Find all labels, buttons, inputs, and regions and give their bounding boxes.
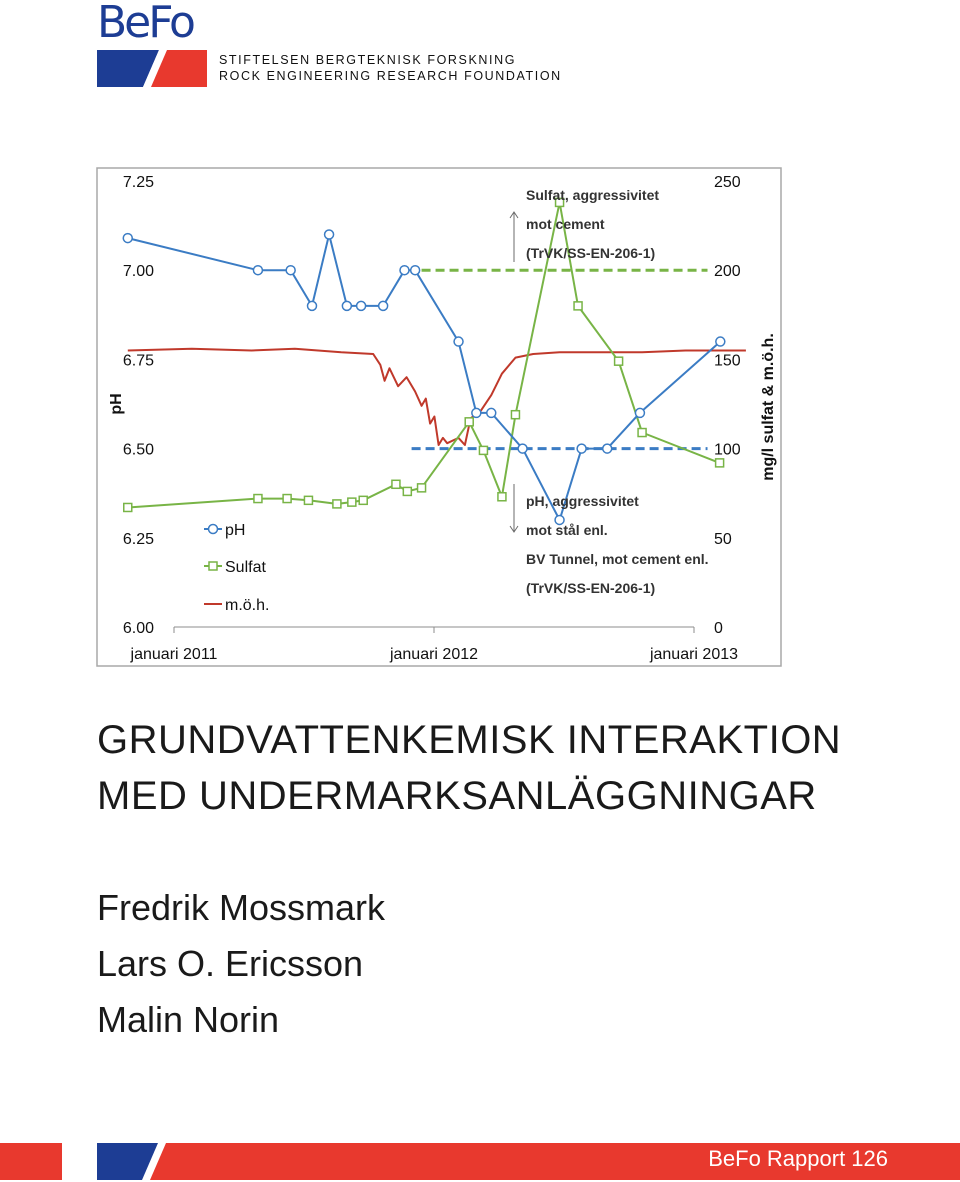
ph-point [603, 444, 612, 453]
ph-point [518, 444, 527, 453]
ph-point [342, 301, 351, 310]
annotation-text: Sulfat, aggressivitet [526, 187, 660, 203]
ph-point [472, 408, 481, 417]
annotation-text: (TrVK/SS-EN-206-1) [526, 245, 656, 261]
ph-sulfat-chart [96, 167, 782, 667]
author-name: Fredrik Mossmark [97, 887, 386, 928]
x-tick-label: januari 2012 [389, 646, 479, 663]
sulfat-point [348, 498, 356, 506]
y-left-axis-title: pH [108, 393, 125, 415]
legend-label: Sulfat [225, 559, 266, 576]
ph-point [357, 301, 366, 310]
x-tick-label: januari 2013 [649, 646, 739, 663]
befo-logo [97, 0, 562, 92]
logo-flag-bar [97, 50, 207, 87]
annotation-text: pH, aggressivitet [526, 493, 639, 509]
sulfat-point [615, 357, 623, 365]
ph-point [635, 408, 644, 417]
ph-point [400, 266, 409, 275]
logo-english-name: ROCK ENGINEERING RESEARCH FOUNDATION [219, 69, 562, 83]
ph-point [411, 266, 420, 275]
sulfat-point [359, 496, 367, 504]
y-right-tick-label: 50 [714, 530, 732, 548]
sulfat-point [716, 459, 724, 467]
sulfat-point [574, 302, 582, 310]
sulfat-point [511, 411, 519, 419]
y-right-tick-label: 100 [714, 441, 741, 459]
sulfat-point [418, 484, 426, 492]
ph-point [379, 301, 388, 310]
sulfat-point [254, 495, 262, 503]
x-tick-label: januari 2011 [130, 646, 218, 663]
y-left-tick-label: 6.00 [122, 620, 154, 637]
annotation-text: mot stål enl. [526, 522, 608, 538]
ph-point [454, 337, 463, 346]
annotation-text: mot cement [526, 216, 605, 232]
logo-wordmark: BeFo [97, 0, 193, 48]
author-name: Lars O. Ericsson [97, 943, 364, 984]
sulfat-point [304, 496, 312, 504]
author-list [97, 880, 385, 1048]
ph-point [308, 301, 317, 310]
sulfat-point [479, 446, 487, 454]
legend-label: m.ö.h. [225, 597, 270, 614]
sulfat-point [392, 480, 400, 488]
sulfat-point [124, 503, 132, 511]
title-line-2: MED UNDERMARKSANLÄGGNINGAR [97, 774, 817, 818]
author-name: Malin Norin [97, 999, 280, 1040]
y-left-tick-label: 6.75 [122, 352, 154, 370]
series-line [128, 235, 721, 521]
sulfat-point [465, 418, 473, 426]
y-right-tick-label: 200 [714, 263, 741, 281]
legend-swatch-marker [209, 562, 217, 570]
report-title [97, 712, 841, 824]
legend-label: pH [225, 522, 246, 539]
y-right-axis-title: mg/l sulfat & m.ö.h. [760, 333, 777, 481]
chart-frame [97, 168, 781, 666]
ph-point [253, 266, 262, 275]
ph-point [716, 337, 725, 346]
y-left-tick-label: 6.25 [122, 530, 154, 548]
y-left-tick-label: 7.25 [122, 174, 154, 191]
ph-point [577, 444, 586, 453]
sulfat-point [638, 429, 646, 437]
report-number: BeFo Rapport 126 [708, 1146, 888, 1171]
legend-swatch-marker [209, 525, 218, 534]
y-right-tick-label: 150 [714, 352, 741, 370]
ph-point [325, 230, 334, 239]
ph-point [123, 234, 132, 243]
ph-point [487, 408, 496, 417]
annotation-text: (TrVK/SS-EN-206-1) [526, 580, 656, 596]
title-line-1: GRUNDVATTENKEMISK INTERAKTION [97, 718, 842, 762]
y-right-tick-label: 250 [714, 174, 741, 191]
series-line [128, 349, 746, 445]
sulfat-point [498, 493, 506, 501]
chart [96, 167, 782, 667]
annotation-text: BV Tunnel, mot cement enl. [526, 551, 709, 567]
sulfat-point [283, 495, 291, 503]
logo-swedish-name: STIFTELSEN BERGTEKNISK FORSKNING [219, 53, 517, 67]
sulfat-point [403, 487, 411, 495]
y-left-tick-label: 6.50 [122, 441, 154, 459]
ph-point [286, 266, 295, 275]
y-left-tick-label: 7.00 [122, 263, 154, 281]
y-right-tick-label: 0 [714, 620, 723, 637]
sulfat-point [333, 500, 341, 508]
